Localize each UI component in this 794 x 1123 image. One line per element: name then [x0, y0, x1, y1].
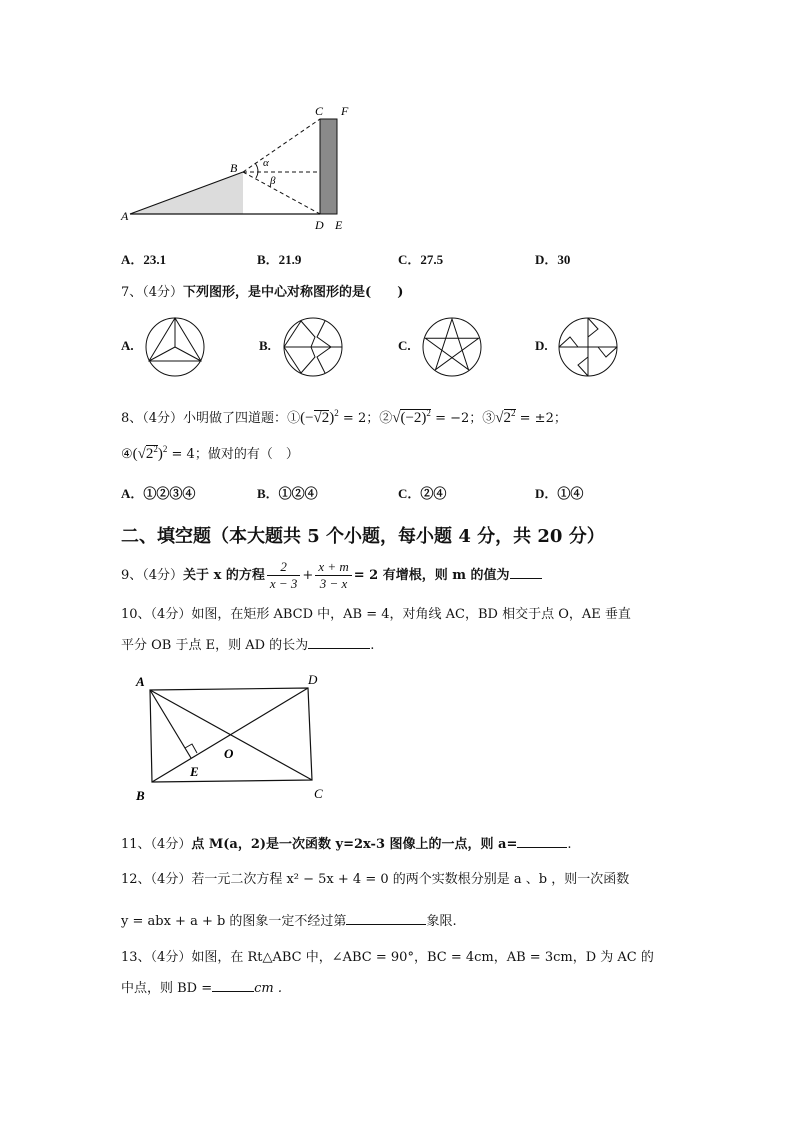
q10-line1 — [121, 603, 631, 622]
q11-prefix: 11、（4分） — [121, 837, 192, 852]
q8-item4-rhs: = 4；做对的有（ ） — [171, 447, 299, 462]
q8-item4-expr: $(√2^2)^2$ — [132, 444, 168, 462]
q12-line1 — [121, 868, 629, 887]
q9-frac1-num: 2 — [267, 559, 301, 576]
q8-option-b[interactable]: B．①②④ — [257, 486, 318, 501]
q8-item1-expr: $(-√2)^2$ — [300, 408, 339, 426]
q7-figure-d — [556, 315, 620, 379]
q7-figure-c — [420, 315, 484, 379]
q8-text: 小明做了四道题： — [183, 411, 288, 426]
q9-frac2-den: 3 − x — [319, 576, 348, 591]
q9-line — [121, 556, 542, 596]
line-bd — [243, 172, 320, 214]
q10-text-2b: . — [370, 638, 375, 653]
q8-item2-expr: $√(-2)^2$ — [392, 408, 431, 426]
angle-beta-arc — [256, 172, 258, 178]
q10-figure — [132, 668, 332, 808]
q10-text-1: 如图，在矩形 ABCD 中，AB = 4，对角线 AC，BD 相交于点 O，AE 垂直 — [191, 607, 631, 622]
q11-answer-blank[interactable] — [517, 835, 567, 848]
q6-option-b[interactable]: B．21.9 — [257, 252, 302, 267]
label-f: F — [341, 104, 349, 118]
q10-answer-blank[interactable] — [308, 636, 370, 649]
q7-stem — [121, 281, 403, 300]
q7-option-a[interactable]: A. — [121, 338, 134, 353]
label-beta: β — [270, 175, 276, 187]
q8-line1 — [121, 401, 567, 425]
segment-ae — [150, 690, 191, 758]
q8-item3-rhs: = ±2； — [519, 411, 567, 426]
diagonal-bd — [152, 688, 308, 782]
q9-frac2-num: x + m — [315, 559, 351, 576]
building — [320, 119, 337, 214]
label-o: O — [224, 746, 234, 761]
q8-option-d[interactable]: D．①④ — [535, 486, 584, 501]
q13-prefix: 13、（4分） — [121, 950, 192, 965]
q12-text-2a: y = abx + a + b 的图象一定不经过第 — [121, 914, 347, 929]
q12-text-1: 若一元二次方程 x² − 5x + 4 = 0 的两个实数根分别是 a 、b ，则一次函数 — [191, 872, 630, 887]
q8-prefix: 8、（4分） — [121, 411, 184, 426]
q7-figure-a — [143, 315, 207, 379]
label-d: D — [315, 218, 324, 232]
q10-prefix: 10、（4分） — [121, 607, 192, 622]
q11-line — [121, 833, 572, 852]
label-c: C — [315, 104, 324, 118]
label-b: B — [136, 788, 145, 803]
q10-text-2a: 平分 OB 于点 E，则 AD 的长为 — [121, 638, 309, 653]
q9-answer-blank[interactable] — [510, 566, 542, 579]
q11-text-a: 点 M(a，2)是一次函数 y=2x-3 图像上的一点，则 a= — [191, 837, 518, 852]
q7-option-b[interactable]: B. — [259, 338, 271, 353]
q9-text-b: = 2 有增根，则 m 的值为 — [353, 568, 510, 583]
q6-option-a[interactable]: A．23.1 — [121, 252, 167, 267]
q7-text: 下列图形，是中心对称图形的是( ) — [183, 285, 404, 300]
q8-item2-mark: ② — [379, 411, 393, 426]
q8-item1-mark: ① — [287, 411, 301, 426]
q7-prefix: 7、（4分） — [121, 285, 184, 300]
q13-text-2b: cm . — [254, 981, 283, 996]
q6-option-d[interactable]: D．30 — [535, 252, 571, 267]
label-alpha: α — [263, 157, 269, 169]
line-bc — [243, 119, 320, 172]
label-e: E — [190, 764, 199, 779]
label-c: C — [314, 786, 323, 801]
angle-alpha-arc — [255, 163, 258, 172]
q9-fraction-1 — [267, 559, 301, 592]
q12-prefix: 12、（4分） — [121, 872, 192, 887]
q13-text-1: 如图，在 Rt△ABC 中，∠ABC = 90°，BC = 4cm，AB = 3cm，D 为 AC 的 — [191, 950, 654, 965]
q7-option-d[interactable]: D. — [535, 338, 548, 353]
q13-line1 — [121, 946, 654, 965]
q13-line2 — [121, 977, 282, 996]
q6-option-c[interactable]: C．27.5 — [398, 252, 444, 267]
q8-item3-mark: ③ — [482, 411, 496, 426]
q12-line2 — [121, 910, 457, 929]
q8-option-c[interactable]: C．②④ — [398, 486, 447, 501]
q8-item1-rhs: = 2； — [342, 411, 380, 426]
q12-answer-blank[interactable] — [346, 912, 426, 925]
q7-figure-b — [281, 315, 345, 379]
label-a: A — [136, 674, 145, 689]
q9-frac1-den: x − 3 — [269, 576, 298, 591]
q9-prefix: 9、（4分） — [121, 568, 184, 583]
label-b: B — [230, 161, 238, 175]
label-d: D — [308, 672, 318, 687]
q9-fraction-2 — [315, 559, 351, 592]
q10-line2 — [121, 634, 374, 653]
label-a: A — [121, 209, 129, 223]
q9-plus: + — [302, 568, 314, 583]
q8-item2-rhs: = −2； — [435, 411, 483, 426]
q8-option-a[interactable]: A．①②③④ — [121, 486, 196, 501]
q8-item3-expr: $√2^2$ — [495, 408, 516, 426]
q8-item4-mark: ④ — [121, 447, 133, 462]
label-e: E — [335, 218, 343, 232]
q12-text-2b: 象限. — [426, 914, 457, 929]
q11-text-b: . — [567, 837, 572, 852]
q6-figure — [115, 102, 365, 240]
q7-option-c[interactable]: C. — [398, 338, 411, 353]
q13-text-2a: 中点，则 BD = — [121, 981, 213, 996]
section-2-title: 二、填空题（本大题共 5 个小题，每小题 4 分，共 20 分） — [121, 526, 605, 547]
q9-text-a: 关于 x 的方程 — [183, 568, 265, 583]
q8-line2 — [121, 437, 299, 461]
q13-answer-blank[interactable] — [212, 979, 254, 992]
